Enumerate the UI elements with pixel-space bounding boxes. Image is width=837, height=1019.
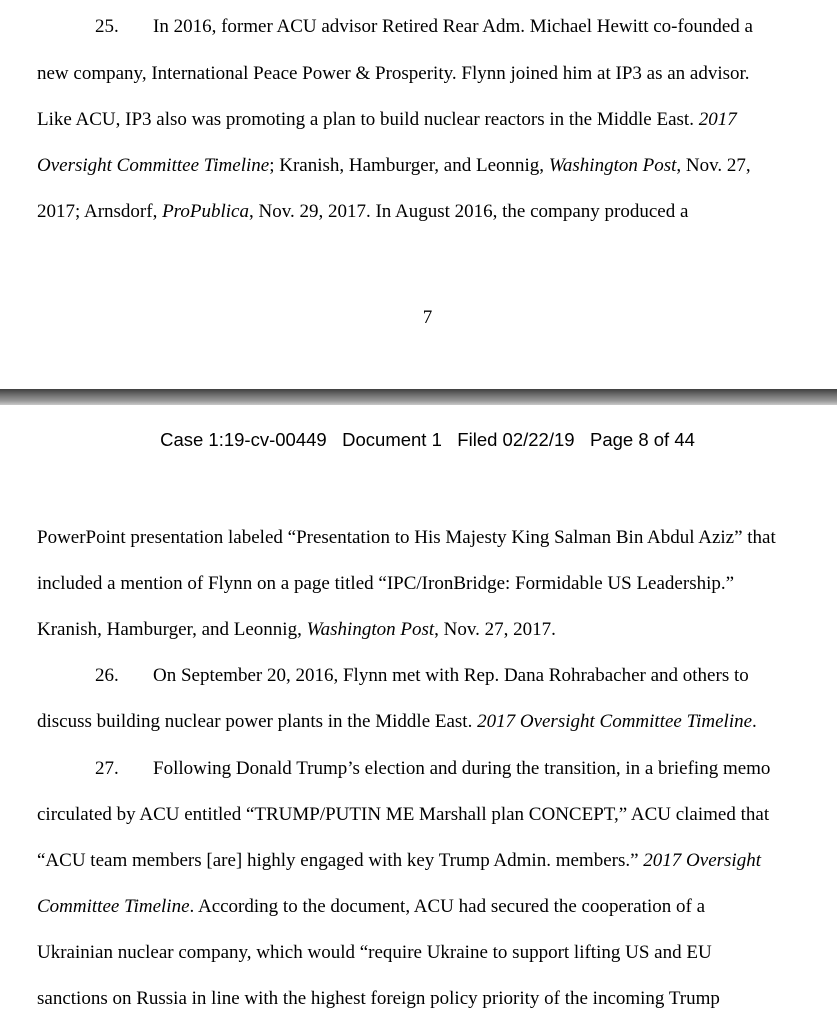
paragraph-26-line-1 [37,665,749,687]
text: PowerPoint presentation labeled “Presentation to His Majesty King Salman Bin Abdul Aziz” that [37,527,776,548]
continuation-line-1 [37,527,776,549]
text: circulated by ACU entitled “TRUMP/PUTIN ME Marshall plan CONCEPT,” ACU claimed that [37,804,770,825]
paragraph-25-line-5 [37,201,688,223]
text: “ACU team members [are] highly engaged with key Trump Admin. members.” [37,850,644,871]
page-number: 7 [422,307,433,328]
paragraph-27-line-1 [37,758,770,780]
page-break-divider [0,389,837,405]
filed-date: Filed 02/22/19 [457,429,575,450]
text: sanctions on Russia in line with the highest foreign policy priority of the incoming Trump [37,988,720,1009]
page-7 [0,0,837,389]
page-8 [0,405,837,1019]
citation: Oversight Committee Timeline [37,155,270,176]
text: 2017; Arnsdorf, [37,201,163,222]
text: , Nov. 27, [676,155,751,176]
text: Following Donald Trump’s election and during the transition, in a briefing memo [153,758,771,779]
text: . [752,711,757,732]
text: On September 20, 2016, Flynn met with Rep. Dana Rohrabacher and others to [153,665,749,686]
publication: Washington Post [548,155,677,176]
paragraph-26-line-2 [37,711,757,733]
paragraph-number: 27. [95,758,119,779]
paragraph-27-line-4 [37,896,705,918]
case-number: Case 1:19-cv-00449 [160,429,327,450]
text: ; Kranish, Hamburger, and Leonnig, [269,155,549,176]
citation: 2017 Oversight [643,850,761,871]
paragraph-27-line-6 [37,988,720,1010]
paragraph-25-line-3 [37,109,737,131]
page-count: Page 8 of 44 [589,429,695,450]
paragraph-27-line-3 [37,850,761,872]
text: new company, International Peace Power & Prosperity. Flynn joined him at IP3 as an advisor. [37,63,750,84]
case-header [0,429,837,451]
paragraph-27-line-5 [37,942,712,964]
paragraph-27-line-2 [37,804,769,826]
paragraph-25-line-1 [37,16,753,38]
paragraph-25-line-2 [37,63,750,85]
continuation-line-2 [37,573,734,595]
citation: Committee Timeline [37,896,190,917]
text: , Nov. 29, 2017. In August 2016, the company produced a [248,201,689,222]
text: Like ACU, IP3 also was promoting a plan to build nuclear reactors in the Middle East. [37,109,699,130]
paragraph-25-line-4 [37,155,751,177]
text: Ukrainian nuclear company, which would “require Ukraine to support lifting US and EU [37,942,712,963]
publication: Washington Post [306,619,435,640]
document-number: Document 1 [342,429,442,450]
paragraph-number: 26. [95,665,119,686]
paragraph-number: 25. [95,16,119,37]
publication: ProPublica [162,201,249,222]
citation: 2017 [698,109,737,130]
text: . According to the document, ACU had secured the cooperation of a [189,896,706,917]
text: discuss building nuclear power plants in the Middle East. [37,711,478,732]
citation: 2017 Oversight Committee Timeline [477,711,753,732]
continuation-line-3 [37,619,556,641]
text: Kranish, Hamburger, and Leonnig, [37,619,307,640]
text: included a mention of Flynn on a page titled “IPC/IronBridge: Formidable US Leadership.” [37,573,735,594]
text: In 2016, former ACU advisor Retired Rear Adm. Michael Hewitt co-founded a [153,16,753,37]
text: , Nov. 27, 2017. [434,619,556,640]
